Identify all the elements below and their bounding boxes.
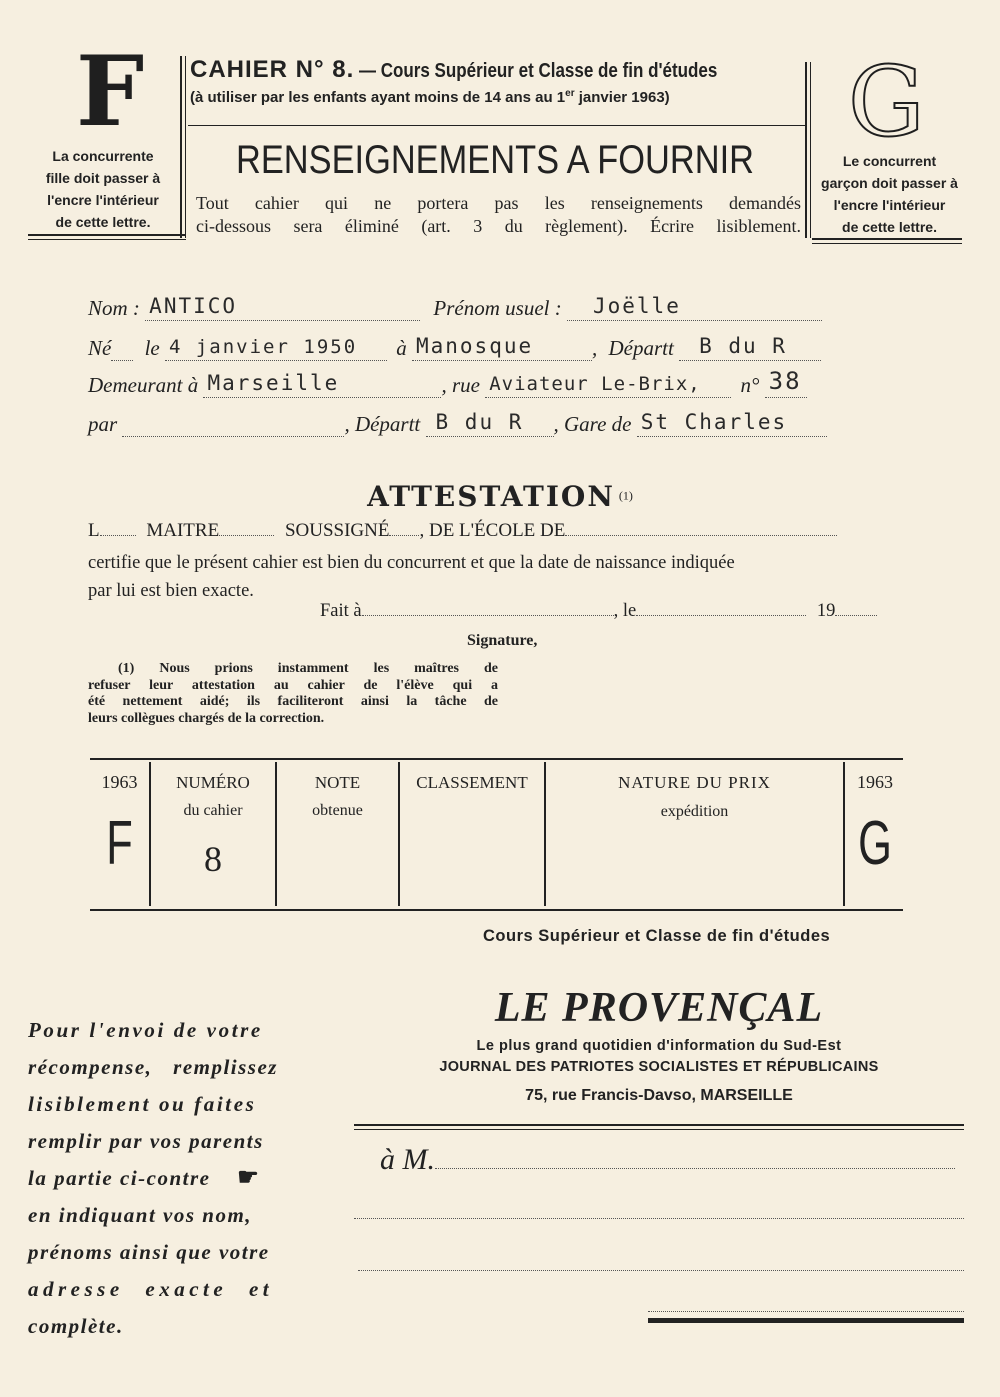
send-instr-line: lisiblement ou faites bbox=[28, 1092, 257, 1116]
fait-a-label: Fait à bbox=[320, 601, 362, 621]
gare-field[interactable] bbox=[637, 410, 827, 437]
main-title: RENSEIGNEMENTS A FOURNIR bbox=[236, 138, 754, 182]
gare-label: , Gare de bbox=[553, 412, 632, 436]
address-line-1 bbox=[380, 1140, 955, 1177]
paper-tagline: Le plus grand quotidien d'information du Sud-Est bbox=[476, 1038, 842, 1054]
footnote-line: leurs collègues chargés de la correction. bbox=[88, 710, 325, 726]
girls-note-line: La concurrente bbox=[52, 148, 154, 164]
demeurant-label: Demeurant à bbox=[88, 373, 199, 397]
year-prefix: 19 bbox=[816, 601, 836, 621]
rue-label: , rue bbox=[441, 373, 480, 397]
footnote-line: (1) Nous prions instamment les maîtres de bbox=[118, 661, 498, 676]
paper-address: 75, rue Francis-Davso, MARSEILLE bbox=[525, 1087, 793, 1104]
le-label: le bbox=[144, 336, 160, 360]
city-value: Marseille bbox=[207, 371, 340, 395]
form-row-demeurant bbox=[88, 367, 807, 398]
table-top-rule bbox=[90, 758, 903, 760]
header-divider-left-2 bbox=[185, 56, 186, 238]
prenom-value: Joëlle bbox=[592, 294, 681, 318]
birth-date-value: 4 janvier 1950 bbox=[168, 336, 358, 358]
a-m-label: à M. bbox=[380, 1143, 435, 1176]
age-note bbox=[190, 88, 670, 106]
attestation-footnote bbox=[88, 661, 498, 727]
fait-a-field[interactable] bbox=[362, 615, 614, 616]
date-field[interactable] bbox=[636, 615, 806, 616]
par-label: par bbox=[88, 412, 118, 436]
age-note-sup: er bbox=[565, 88, 575, 99]
attestation-title-wrap bbox=[0, 480, 1000, 513]
classement-header: CLASSEMENT bbox=[416, 773, 528, 792]
ne-label: Né bbox=[88, 336, 112, 360]
cahier-title-line bbox=[190, 56, 780, 84]
signature-label: Signature, bbox=[467, 632, 538, 649]
recipient-name-field[interactable] bbox=[435, 1140, 955, 1169]
age-note-text: (à utiliser par les enfants ayant moins de 14 ans au 1 bbox=[190, 89, 566, 106]
footnote-line: refuser leur attestation au cahier de l'élève qui a bbox=[88, 677, 498, 693]
letter-g-boys: G bbox=[848, 46, 925, 158]
certify-line: certifie que le présent cahier est bien du concurrent et que la date de naissance indiquée bbox=[88, 553, 735, 573]
letter-f-girls: F bbox=[76, 35, 145, 148]
boys-note-line: garçon doit passer à bbox=[821, 175, 958, 191]
header-divider-right bbox=[805, 62, 807, 238]
depart-label: Départt bbox=[608, 336, 674, 360]
numero-header: NUMÉRO bbox=[176, 773, 250, 792]
address-bottom-rule bbox=[648, 1318, 964, 1323]
soussigne-field[interactable] bbox=[389, 535, 419, 536]
le-label-2: , le bbox=[613, 601, 637, 621]
address-line-3[interactable] bbox=[358, 1252, 964, 1271]
nom-label: Nom : bbox=[88, 296, 140, 320]
prenom-label: Prénom usuel : bbox=[433, 296, 562, 320]
girls-note-line: l'encre l'intérieur bbox=[47, 192, 159, 208]
note-cell[interactable] bbox=[277, 830, 398, 904]
girls-box-underline-2 bbox=[28, 239, 186, 240]
birth-place-field[interactable] bbox=[412, 334, 592, 361]
numero-value: 8 bbox=[204, 839, 222, 879]
send-instr-line: récompense, remplissez bbox=[28, 1055, 278, 1079]
girls-box-underline bbox=[28, 234, 186, 236]
age-note-text-end: janvier 1963) bbox=[574, 89, 670, 106]
attestation-line1 bbox=[88, 520, 837, 542]
attestation-soussigne: SOUSSIGNÉ bbox=[284, 520, 390, 541]
attestation-l: L bbox=[88, 520, 100, 541]
address-line-2[interactable] bbox=[354, 1200, 964, 1219]
send-instr-text: la partie ci-contre bbox=[28, 1166, 211, 1190]
classement-cell[interactable] bbox=[400, 800, 544, 904]
par-field[interactable] bbox=[122, 414, 344, 437]
boys-note bbox=[812, 150, 967, 238]
birth-date-field[interactable] bbox=[165, 338, 387, 361]
birth-depart-field[interactable] bbox=[679, 334, 821, 361]
numero-sub: du cahier bbox=[183, 802, 243, 819]
boys-note-line: Le concurrent bbox=[842, 153, 937, 169]
numero-label: n° bbox=[740, 373, 760, 397]
form-row-nom bbox=[88, 296, 822, 321]
address-line-4[interactable] bbox=[648, 1297, 964, 1312]
cahier-subtitle: — Cours Supérieur et Classe de fin d'études bbox=[358, 60, 718, 82]
send-instr-line: prénoms ainsi que votre bbox=[28, 1240, 270, 1264]
attestation-maitre: MAITRE bbox=[146, 520, 220, 541]
l-field[interactable] bbox=[100, 535, 136, 536]
prenom-field[interactable] bbox=[567, 294, 822, 321]
fait-line bbox=[320, 601, 877, 622]
boys-note-line: de cette lettre. bbox=[842, 219, 937, 235]
table-bottom-rule bbox=[90, 909, 903, 911]
nom-field[interactable] bbox=[145, 294, 420, 321]
table-year-left: 1963 bbox=[101, 772, 138, 792]
paper-name: LE PROVENÇAL bbox=[494, 985, 824, 1031]
gare-value: St Charles bbox=[640, 410, 788, 434]
attestation-footnote-mark: (1) bbox=[618, 488, 633, 503]
form-row-naissance: Né le 4 janvier 1950 à Manosque , Départt B du R bbox=[88, 336, 821, 361]
depart2-field[interactable] bbox=[426, 410, 554, 437]
birth-place-value: Manosque bbox=[415, 334, 534, 358]
depart2-label: , Départt bbox=[344, 412, 421, 436]
prix-header: NATURE DU PRIX bbox=[618, 773, 771, 792]
birth-depart-value: B du R bbox=[699, 334, 787, 358]
prix-sub: expédition bbox=[660, 803, 729, 820]
girls-note bbox=[28, 145, 178, 233]
address-top-rule-2 bbox=[354, 1129, 964, 1130]
pointing-hand-icon: ☛ bbox=[237, 1165, 261, 1191]
ecole-field[interactable] bbox=[565, 535, 837, 536]
paper-journal: JOURNAL DES PATRIOTES SOCIALISTES ET RÉPUBLICAINS bbox=[439, 1059, 879, 1075]
attestation-ecole: , DE L'ÉCOLE DE bbox=[419, 520, 566, 541]
instructions-line: Tout cahier qui ne portera pas les renseignements demandés bbox=[196, 193, 801, 213]
form-row-par bbox=[88, 412, 827, 437]
send-instr-line: remplir par vos parents bbox=[28, 1129, 264, 1153]
maitre-field[interactable] bbox=[219, 535, 274, 536]
header-divider-left bbox=[180, 56, 182, 238]
header-divider-right-2 bbox=[810, 62, 811, 238]
note-header: NOTE bbox=[314, 773, 361, 792]
ne-field[interactable] bbox=[111, 338, 133, 361]
header-rule bbox=[188, 125, 806, 126]
city-field[interactable] bbox=[203, 371, 441, 398]
note-sub: obtenue bbox=[312, 802, 363, 819]
send-instr-line: complète. bbox=[28, 1314, 124, 1338]
address-top-rule bbox=[354, 1124, 964, 1126]
numero-value: 38 bbox=[768, 367, 802, 395]
send-instr-line: Pour l'envoi de votre bbox=[28, 1018, 263, 1042]
cahier-title: CAHIER N° 8. bbox=[190, 56, 355, 83]
boys-box-underline-2 bbox=[812, 243, 962, 244]
girls-note-line: fille doit passer à bbox=[45, 170, 161, 186]
instructions bbox=[196, 192, 801, 238]
nom-value: ANTICO bbox=[149, 294, 238, 318]
street-value: Aviateur Le-Brix, bbox=[489, 373, 701, 395]
table-letter-f: F bbox=[106, 809, 133, 878]
attestation-certify bbox=[88, 549, 908, 605]
attestation-title: ATTESTATION bbox=[367, 480, 615, 513]
table-caption: Cours Supérieur et Classe de fin d'études bbox=[483, 927, 831, 945]
girls-note-line: de cette lettre. bbox=[55, 214, 151, 230]
instructions-line: ci-dessous sera éliminé (art. 3 du règlement). Écrire lisiblement. bbox=[196, 216, 801, 236]
boys-box-underline bbox=[812, 238, 962, 240]
send-instr-line-arrow bbox=[28, 1160, 323, 1197]
numero-field[interactable] bbox=[765, 367, 807, 398]
certify-line: par lui est bien exacte. bbox=[88, 581, 254, 601]
depart2-value: B du R bbox=[435, 410, 524, 434]
send-instr-line: adresse exacte et bbox=[28, 1277, 274, 1301]
street-field[interactable] bbox=[485, 375, 731, 398]
table-letter-g: G bbox=[858, 809, 892, 878]
a-label: à bbox=[396, 336, 407, 360]
footnote-line: été nettement aidé; ils faciliteront ainsi la tâche de bbox=[88, 694, 498, 709]
prix-cell[interactable] bbox=[546, 830, 843, 904]
table-year-right: 1963 bbox=[857, 772, 893, 792]
send-instructions bbox=[28, 1012, 323, 1345]
boys-note-line: l'encre l'intérieur bbox=[833, 197, 946, 213]
send-instr-line: en indiquant vos nom, bbox=[28, 1203, 253, 1227]
year-field[interactable] bbox=[835, 615, 877, 616]
